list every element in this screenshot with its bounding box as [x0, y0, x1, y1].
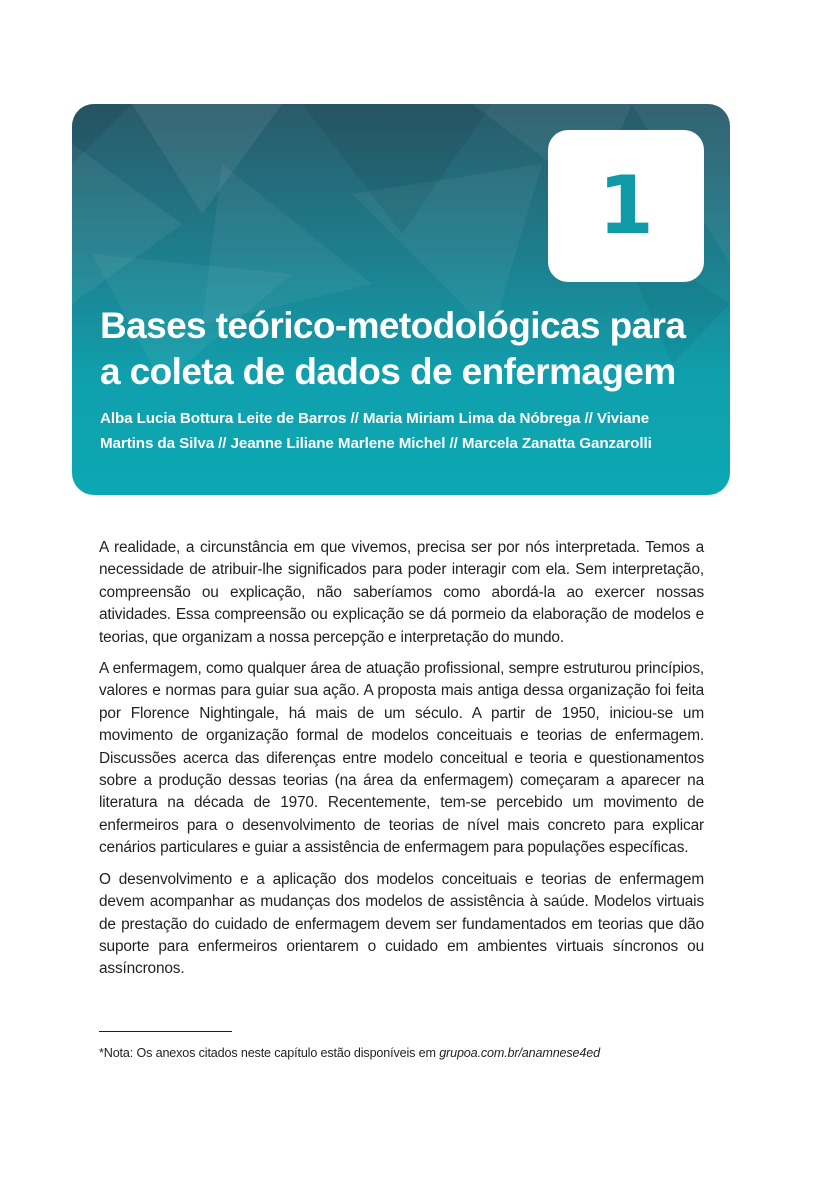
body-text: [99, 537, 704, 990]
paragraph: A enfermagem, como qualquer área de atuação profissional, sempre estruturou princípios, valores e normas para guiar sua ação. A proposta mais antiga dessa organização foi feita por Florence Nightingale, há mais de um século. A partir de 1950, iniciou-se um movimento de organização formal de modelos conceituais e teorias de enfermagem. Discussões acerca das diferenças entre modelo conceitual e teoria e questionamentos sobre a produção dessas teorias (na área da enfermagem) começaram a aparecer na literatura na década de 1970. Recentemente, tem-se percebido um movimento de enfermeiros para o desenvolvimento de teorias de nível mais concreto para explicar cenários particulares e guiar a assistência de enfermagem para populações específicas.: [99, 660, 704, 857]
authors-line-2: Martins da Silva // Jeanne Liliane Marlene Michel // Marcela Zanatta Ganzarolli: [100, 435, 652, 452]
chapter-number-box: [548, 130, 704, 282]
footnote: [99, 1044, 719, 1062]
chapter-number: 1: [598, 159, 654, 252]
paragraph: A realidade, a circunstância em que vivemos, precisa ser por nós interpretada. Temos a necessidade de atribuir-lhe significados para poder interagir com ela. Sem interpretação, compreensão ou explicação, não saberíamos como abordá-la ao exercer nossas atividades. Essa compreensão ou explicação se dá pormeio da elaboração de modelos e teorias, que organizam a nossa percepção e interpretação do mundo.: [99, 539, 704, 646]
chapter-title: [100, 303, 720, 395]
authors-line-1: Alba Lucia Bottura Leite de Barros // Maria Miriam Lima da Nóbrega // Viviane: [100, 410, 650, 427]
footnote-url[interactable]: grupoa.com.br/anamnese4ed: [439, 1046, 600, 1060]
chapter-title-line-1: Bases teórico-metodológicas para: [100, 305, 686, 346]
paragraph: O desenvolvimento e a aplicação dos modelos conceituais e teorias de enfermagem devem acompanhar as mudanças dos modelos de assistência à saúde. Modelos virtuais de prestação do cuidado de enfermagem devem ser fundamentados em teorias que dão suporte para enfermeiros orientarem o cuidado em ambientes virtuais síncronos ou assíncronos.: [99, 870, 704, 978]
chapter-authors: [100, 406, 712, 456]
chapter-banner: [72, 104, 730, 495]
footnote-divider: [99, 1031, 232, 1032]
footnote-text: *Nota: Os anexos citados neste capítulo estão disponíveis em: [99, 1046, 440, 1060]
chapter-title-line-2: a coleta de dados de enfermagem: [100, 351, 676, 392]
